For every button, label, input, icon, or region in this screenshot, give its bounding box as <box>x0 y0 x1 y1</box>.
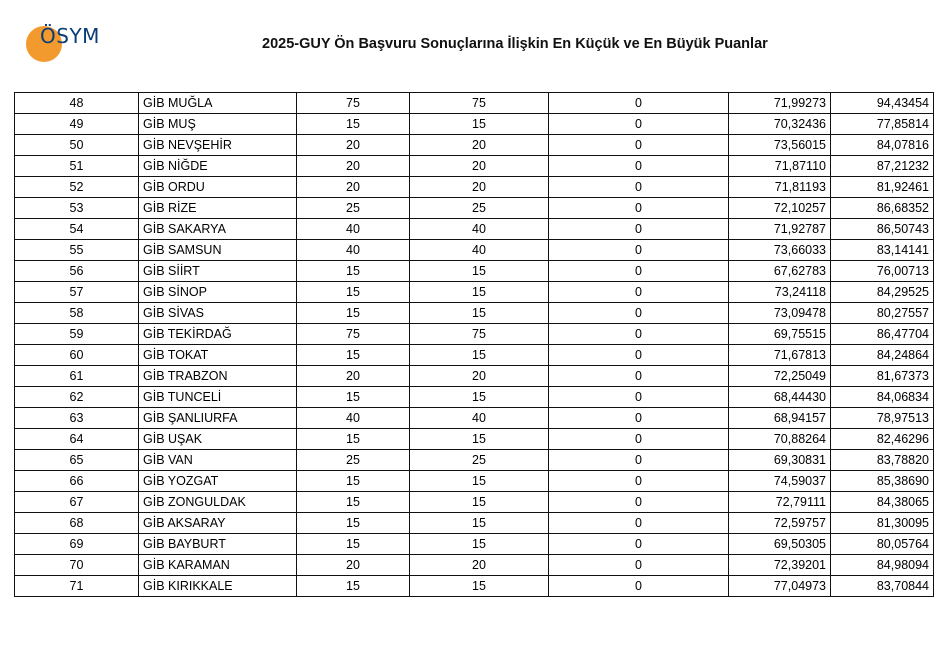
quota-cell: 20 <box>297 177 410 198</box>
applicants-cell: 15 <box>410 513 549 534</box>
quota-cell: 15 <box>297 261 410 282</box>
other-cell: 0 <box>549 429 729 450</box>
row-number-cell: 58 <box>15 303 139 324</box>
table-row <box>15 303 934 324</box>
row-number-cell: 49 <box>15 114 139 135</box>
min-score-cell: 72,59757 <box>729 513 831 534</box>
other-cell: 0 <box>549 198 729 219</box>
other-cell: 0 <box>549 135 729 156</box>
quota-cell: 40 <box>297 219 410 240</box>
applicants-cell: 20 <box>410 135 549 156</box>
other-cell: 0 <box>549 114 729 135</box>
max-score-cell: 83,78820 <box>831 450 934 471</box>
min-score-cell: 72,25049 <box>729 366 831 387</box>
applicants-cell: 15 <box>410 387 549 408</box>
row-number-cell: 48 <box>15 93 139 114</box>
other-cell: 0 <box>549 408 729 429</box>
min-score-cell: 72,79111 <box>729 492 831 513</box>
table-row <box>15 93 934 114</box>
other-cell: 0 <box>549 177 729 198</box>
row-number-cell: 69 <box>15 534 139 555</box>
max-score-cell: 85,38690 <box>831 471 934 492</box>
table-row <box>15 240 934 261</box>
office-name-cell: GİB UŞAK <box>139 429 297 450</box>
row-number-cell: 61 <box>15 366 139 387</box>
office-name-cell: GİB BAYBURT <box>139 534 297 555</box>
office-name-cell: GİB SİİRT <box>139 261 297 282</box>
osym-logo <box>26 24 116 64</box>
min-score-cell: 71,99273 <box>729 93 831 114</box>
max-score-cell: 84,38065 <box>831 492 934 513</box>
other-cell: 0 <box>549 345 729 366</box>
office-name-cell: GİB SİVAS <box>139 303 297 324</box>
table-row <box>15 114 934 135</box>
row-number-cell: 71 <box>15 576 139 597</box>
office-name-cell: GİB TEKİRDAĞ <box>139 324 297 345</box>
max-score-cell: 81,30095 <box>831 513 934 534</box>
other-cell: 0 <box>549 387 729 408</box>
applicants-cell: 40 <box>410 408 549 429</box>
row-number-cell: 51 <box>15 156 139 177</box>
quota-cell: 15 <box>297 387 410 408</box>
other-cell: 0 <box>549 471 729 492</box>
other-cell: 0 <box>549 576 729 597</box>
office-name-cell: GİB ORDU <box>139 177 297 198</box>
table-row <box>15 576 934 597</box>
max-score-cell: 84,24864 <box>831 345 934 366</box>
other-cell: 0 <box>549 219 729 240</box>
quota-cell: 15 <box>297 429 410 450</box>
office-name-cell: GİB TOKAT <box>139 345 297 366</box>
applicants-cell: 15 <box>410 534 549 555</box>
min-score-cell: 69,30831 <box>729 450 831 471</box>
row-number-cell: 54 <box>15 219 139 240</box>
table-row <box>15 492 934 513</box>
min-score-cell: 74,59037 <box>729 471 831 492</box>
quota-cell: 25 <box>297 198 410 219</box>
table-row <box>15 177 934 198</box>
office-name-cell: GİB SİNOP <box>139 282 297 303</box>
min-score-cell: 68,44430 <box>729 387 831 408</box>
office-name-cell: GİB ZONGULDAK <box>139 492 297 513</box>
max-score-cell: 84,29525 <box>831 282 934 303</box>
quota-cell: 15 <box>297 492 410 513</box>
min-score-cell: 69,50305 <box>729 534 831 555</box>
quota-cell: 75 <box>297 324 410 345</box>
table-row <box>15 282 934 303</box>
row-number-cell: 57 <box>15 282 139 303</box>
other-cell: 0 <box>549 366 729 387</box>
applicants-cell: 20 <box>410 555 549 576</box>
table-row <box>15 513 934 534</box>
max-score-cell: 84,07816 <box>831 135 934 156</box>
other-cell: 0 <box>549 240 729 261</box>
quota-cell: 15 <box>297 282 410 303</box>
office-name-cell: GİB ŞANLIURFA <box>139 408 297 429</box>
applicants-cell: 15 <box>410 282 549 303</box>
office-name-cell: GİB KARAMAN <box>139 555 297 576</box>
other-cell: 0 <box>549 93 729 114</box>
min-score-cell: 69,75515 <box>729 324 831 345</box>
table-row <box>15 408 934 429</box>
row-number-cell: 65 <box>15 450 139 471</box>
row-number-cell: 64 <box>15 429 139 450</box>
office-name-cell: GİB KIRIKKALE <box>139 576 297 597</box>
table-row <box>15 261 934 282</box>
table-row <box>15 429 934 450</box>
office-name-cell: GİB VAN <box>139 450 297 471</box>
max-score-cell: 78,97513 <box>831 408 934 429</box>
row-number-cell: 67 <box>15 492 139 513</box>
min-score-cell: 77,04973 <box>729 576 831 597</box>
office-name-cell: GİB MUĞLA <box>139 93 297 114</box>
applicants-cell: 15 <box>410 303 549 324</box>
table-row <box>15 135 934 156</box>
table-row <box>15 534 934 555</box>
table-row <box>15 345 934 366</box>
min-score-cell: 68,94157 <box>729 408 831 429</box>
office-name-cell: GİB NEVŞEHİR <box>139 135 297 156</box>
min-score-cell: 71,87110 <box>729 156 831 177</box>
min-score-cell: 73,56015 <box>729 135 831 156</box>
row-number-cell: 60 <box>15 345 139 366</box>
min-score-cell: 70,32436 <box>729 114 831 135</box>
row-number-cell: 50 <box>15 135 139 156</box>
quota-cell: 15 <box>297 534 410 555</box>
max-score-cell: 94,43454 <box>831 93 934 114</box>
table-row <box>15 471 934 492</box>
max-score-cell: 84,06834 <box>831 387 934 408</box>
applicants-cell: 15 <box>410 471 549 492</box>
row-number-cell: 63 <box>15 408 139 429</box>
quota-cell: 40 <box>297 408 410 429</box>
row-number-cell: 70 <box>15 555 139 576</box>
max-score-cell: 83,14141 <box>831 240 934 261</box>
table-row <box>15 366 934 387</box>
max-score-cell: 76,00713 <box>831 261 934 282</box>
office-name-cell: GİB RİZE <box>139 198 297 219</box>
other-cell: 0 <box>549 303 729 324</box>
min-score-cell: 72,39201 <box>729 555 831 576</box>
min-score-cell: 71,67813 <box>729 345 831 366</box>
applicants-cell: 75 <box>410 324 549 345</box>
applicants-cell: 75 <box>410 93 549 114</box>
quota-cell: 75 <box>297 93 410 114</box>
max-score-cell: 80,05764 <box>831 534 934 555</box>
table-row <box>15 555 934 576</box>
row-number-cell: 53 <box>15 198 139 219</box>
other-cell: 0 <box>549 513 729 534</box>
row-number-cell: 59 <box>15 324 139 345</box>
table-row <box>15 156 934 177</box>
applicants-cell: 15 <box>410 429 549 450</box>
quota-cell: 40 <box>297 240 410 261</box>
quota-cell: 20 <box>297 135 410 156</box>
other-cell: 0 <box>549 261 729 282</box>
row-number-cell: 52 <box>15 177 139 198</box>
row-number-cell: 68 <box>15 513 139 534</box>
other-cell: 0 <box>549 450 729 471</box>
max-score-cell: 83,70844 <box>831 576 934 597</box>
table-row <box>15 450 934 471</box>
applicants-cell: 25 <box>410 198 549 219</box>
office-name-cell: GİB SAMSUN <box>139 240 297 261</box>
other-cell: 0 <box>549 534 729 555</box>
min-score-cell: 67,62783 <box>729 261 831 282</box>
max-score-cell: 86,47704 <box>831 324 934 345</box>
max-score-cell: 82,46296 <box>831 429 934 450</box>
row-number-cell: 62 <box>15 387 139 408</box>
other-cell: 0 <box>549 492 729 513</box>
quota-cell: 20 <box>297 156 410 177</box>
applicants-cell: 40 <box>410 240 549 261</box>
applicants-cell: 15 <box>410 576 549 597</box>
applicants-cell: 25 <box>410 450 549 471</box>
table-row <box>15 387 934 408</box>
office-name-cell: GİB NİĞDE <box>139 156 297 177</box>
max-score-cell: 86,68352 <box>831 198 934 219</box>
min-score-cell: 72,10257 <box>729 198 831 219</box>
min-score-cell: 71,81193 <box>729 177 831 198</box>
quota-cell: 15 <box>297 471 410 492</box>
max-score-cell: 87,21232 <box>831 156 934 177</box>
applicants-cell: 20 <box>410 366 549 387</box>
row-number-cell: 55 <box>15 240 139 261</box>
min-score-cell: 73,24118 <box>729 282 831 303</box>
logo-text: ÖSYM <box>40 24 100 48</box>
max-score-cell: 84,98094 <box>831 555 934 576</box>
quota-cell: 25 <box>297 450 410 471</box>
other-cell: 0 <box>549 555 729 576</box>
max-score-cell: 81,92461 <box>831 177 934 198</box>
quota-cell: 15 <box>297 576 410 597</box>
applicants-cell: 20 <box>410 177 549 198</box>
quota-cell: 15 <box>297 513 410 534</box>
office-name-cell: GİB TRABZON <box>139 366 297 387</box>
applicants-cell: 40 <box>410 219 549 240</box>
office-name-cell: GİB AKSARAY <box>139 513 297 534</box>
applicants-cell: 15 <box>410 345 549 366</box>
results-table <box>14 92 934 597</box>
table-row <box>15 219 934 240</box>
other-cell: 0 <box>549 156 729 177</box>
min-score-cell: 71,92787 <box>729 219 831 240</box>
quota-cell: 20 <box>297 555 410 576</box>
quota-cell: 20 <box>297 366 410 387</box>
row-number-cell: 56 <box>15 261 139 282</box>
applicants-cell: 20 <box>410 156 549 177</box>
applicants-cell: 15 <box>410 114 549 135</box>
table-row <box>15 198 934 219</box>
applicants-cell: 15 <box>410 261 549 282</box>
office-name-cell: GİB TUNCELİ <box>139 387 297 408</box>
max-score-cell: 80,27557 <box>831 303 934 324</box>
min-score-cell: 70,88264 <box>729 429 831 450</box>
page-title: 2025-GUY Ön Başvuru Sonuçlarına İlişkin En Küçük ve En Büyük Puanlar <box>262 36 768 52</box>
min-score-cell: 73,09478 <box>729 303 831 324</box>
other-cell: 0 <box>549 282 729 303</box>
max-score-cell: 77,85814 <box>831 114 934 135</box>
office-name-cell: GİB YOZGAT <box>139 471 297 492</box>
min-score-cell: 73,66033 <box>729 240 831 261</box>
quota-cell: 15 <box>297 114 410 135</box>
row-number-cell: 66 <box>15 471 139 492</box>
office-name-cell: GİB SAKARYA <box>139 219 297 240</box>
quota-cell: 15 <box>297 345 410 366</box>
max-score-cell: 81,67373 <box>831 366 934 387</box>
applicants-cell: 15 <box>410 492 549 513</box>
max-score-cell: 86,50743 <box>831 219 934 240</box>
other-cell: 0 <box>549 324 729 345</box>
office-name-cell: GİB MUŞ <box>139 114 297 135</box>
quota-cell: 15 <box>297 303 410 324</box>
table-row <box>15 324 934 345</box>
